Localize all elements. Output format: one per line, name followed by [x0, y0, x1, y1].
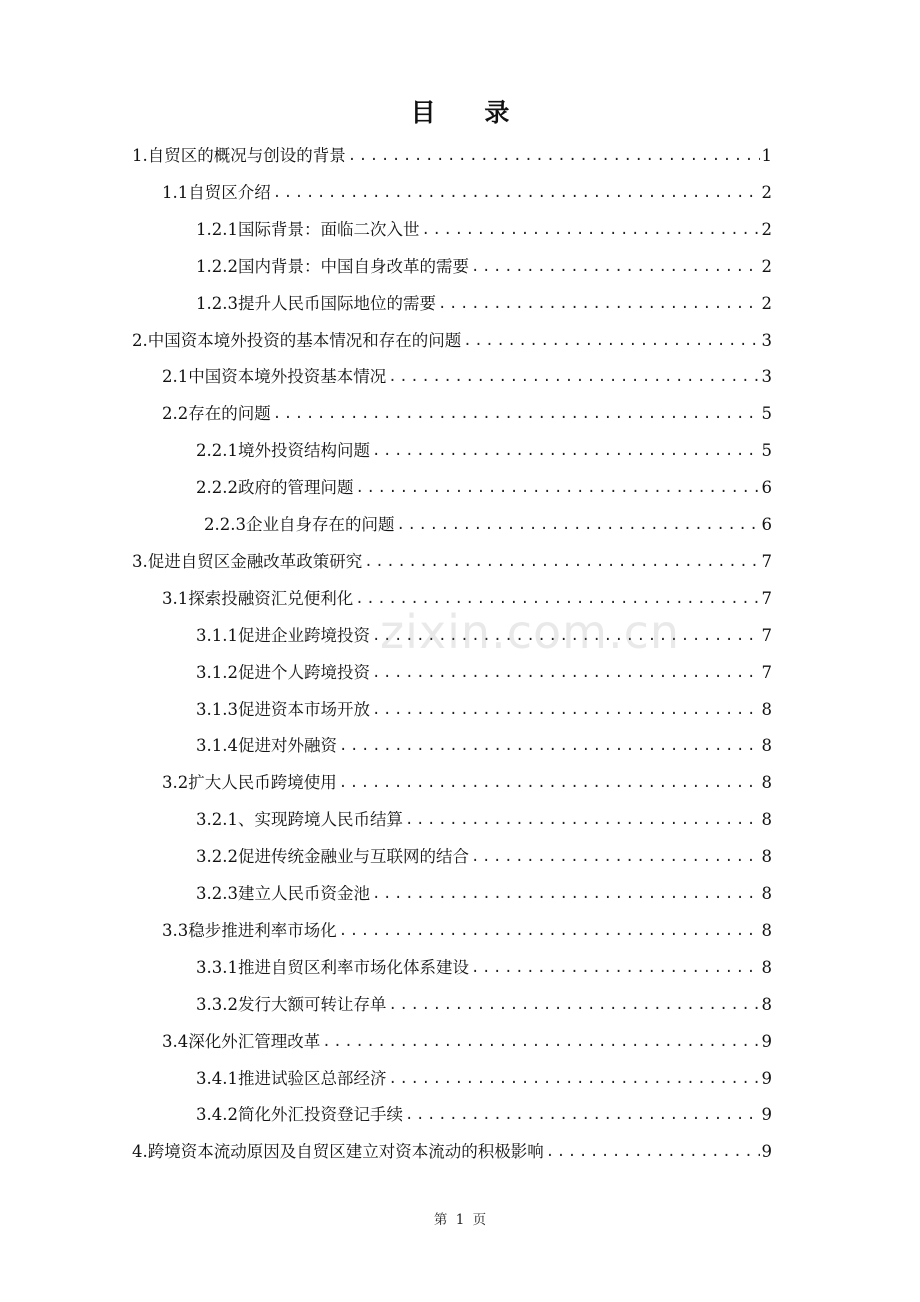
toc-entry[interactable]: [132, 138, 772, 174]
toc-entry-label: 中国资本境外投资的基本情况和存在的问题: [147, 330, 462, 350]
toc-entry-number: 2.2: [162, 404, 189, 424]
toc-dot-leader: [372, 625, 760, 647]
toc-entry[interactable]: [196, 1097, 772, 1133]
toc-dot-leader: [339, 920, 760, 942]
toc-entry-page: 2: [761, 293, 772, 313]
toc-entry-page: 8: [761, 810, 772, 830]
toc-entry[interactable]: [132, 1134, 772, 1170]
toc-entry[interactable]: [162, 765, 772, 801]
toc-entry-number: 1.1: [162, 182, 189, 202]
toc-entry-label: 促进传统金融业与互联网的结合: [237, 847, 469, 867]
toc-entry-label: 国内背景：中国自身改革的需要: [237, 256, 469, 276]
toc-entry-label: 政府的管理问题: [237, 478, 354, 498]
toc-entry[interactable]: [196, 802, 772, 838]
toc-entry-page: 7: [761, 625, 772, 645]
toc-entry-page: 5: [761, 404, 772, 424]
toc-dot-leader: [405, 809, 760, 831]
toc-entry[interactable]: [204, 507, 772, 543]
toc-dot-leader: [421, 219, 759, 241]
toc-entry-label: 推进自贸区利率市场化体系建设: [237, 957, 469, 977]
toc-entry-page: 2: [761, 256, 772, 276]
toc-entry-label: 探索投融资汇兑便利化: [188, 588, 354, 608]
toc-entry-number: 3.2.3: [196, 884, 238, 903]
toc-entry[interactable]: [132, 544, 772, 580]
toc-entry[interactable]: [162, 175, 772, 211]
toc-dot-leader: [463, 330, 759, 352]
toc-entry-label: 简化外汇投资登记手续: [237, 1105, 403, 1125]
toc-dot-leader: [273, 182, 760, 204]
toc-entry-page: 7: [761, 662, 772, 682]
toc-entry-number: 2.2.2: [196, 478, 238, 498]
toc-dot-leader: [372, 662, 760, 684]
toc-entry-label: 促进资本市场开放: [237, 699, 370, 719]
toc-dot-leader: [471, 256, 760, 278]
toc-dot-leader: [322, 1031, 759, 1053]
toc-entry[interactable]: [196, 212, 772, 248]
toc-entry-page: 6: [761, 478, 772, 498]
toc-entry-number: 2.: [132, 330, 148, 350]
toc-entry-number: 4.: [132, 1142, 148, 1162]
toc-entry-label: 稳步推进利率市场化: [188, 920, 337, 940]
footer-prefix: 第: [433, 1212, 448, 1228]
toc-entry-page: 3: [761, 367, 772, 387]
toc-dot-leader: [546, 1141, 760, 1163]
toc-dot-leader: [405, 1104, 760, 1126]
toc-entry[interactable]: [196, 286, 772, 322]
toc-dot-leader: [355, 588, 759, 610]
toc-entry-page: 8: [761, 699, 772, 719]
toc-entry-label: 跨境资本流动原因及自贸区建立对资本流动的积极影响: [147, 1142, 544, 1162]
toc-entry-page: 3: [761, 330, 772, 350]
toc-entry-label: 扩大人民币跨境使用: [188, 773, 337, 793]
toc-entry-number: 3.4.1: [196, 1068, 238, 1088]
toc-entry[interactable]: [162, 1024, 772, 1060]
footer-page-number: 1: [455, 1212, 465, 1228]
toc-entry[interactable]: [162, 913, 772, 949]
toc-entry-number: 3.2.2: [196, 847, 238, 867]
toc-entry[interactable]: [162, 581, 772, 617]
toc-entry-page: 8: [761, 920, 772, 940]
toc-dot-leader: [348, 145, 760, 167]
toc-entry-number: 2.2.1: [196, 441, 238, 461]
page-footer: [0, 1208, 920, 1228]
toc-entry-number: 3.: [132, 551, 148, 571]
toc-entry-page: 8: [761, 994, 772, 1014]
toc-entry-page: 9: [761, 1031, 772, 1051]
toc-dot-leader: [388, 994, 759, 1016]
toc-dot-leader: [388, 1068, 759, 1090]
toc-entry-page: 5: [761, 441, 772, 461]
toc-entry-page: 6: [761, 515, 772, 534]
toc-dot-leader: [372, 440, 760, 462]
toc-entry-label: 中国资本境外投资基本情况: [188, 367, 387, 387]
toc-dot-leader: [372, 883, 760, 905]
toc-entry-number: 3.1.2: [196, 662, 238, 682]
toc-entry-page: 8: [761, 884, 772, 903]
toc-entry-page: 9: [761, 1105, 772, 1125]
toc-dot-leader: [388, 366, 759, 388]
toc-entry-number: 3.3.2: [196, 994, 238, 1014]
toc-entry-number: 2.2.3: [204, 515, 246, 534]
toc-entry-label: 实现跨境人民币结算: [254, 810, 403, 830]
toc-entry-page: 1: [761, 146, 772, 165]
toc-entry-number: 1.2.3: [196, 293, 238, 313]
toc-entry-page: 8: [761, 773, 772, 793]
toc-entry[interactable]: [196, 470, 772, 506]
toc-entry-number: 3.3.1: [196, 957, 238, 977]
toc-entry[interactable]: [196, 249, 772, 285]
toc-entry-page: 2: [761, 182, 772, 202]
toc-entry[interactable]: [196, 433, 772, 469]
toc-entry[interactable]: [196, 655, 772, 691]
toc-entry-number: 3.3: [162, 920, 189, 940]
toc-entry[interactable]: [132, 323, 772, 359]
toc-entry[interactable]: [196, 692, 772, 728]
toc-entry-label: 提升人民币国际地位的需要: [237, 293, 436, 313]
toc-entry-number: 1.2.2: [196, 256, 238, 276]
toc-entry-label: 自贸区的概况与创设的背景: [147, 146, 346, 165]
toc-dot-leader: [339, 735, 760, 757]
toc-entry[interactable]: [162, 396, 772, 432]
toc-entry-number: 3.1.3: [196, 699, 238, 719]
toc-entry-page: 7: [761, 588, 772, 608]
toc-entry[interactable]: [196, 987, 772, 1023]
toc-dot-leader: [364, 551, 759, 573]
toc-dot-leader: [438, 293, 760, 315]
toc-entry-number: 3.2.1、: [196, 810, 255, 830]
toc-dot-leader: [471, 846, 760, 868]
toc-entry-number: 3.1.1: [196, 625, 238, 645]
toc-entry[interactable]: [162, 359, 772, 395]
toc-entry-page: 8: [761, 736, 772, 756]
toc-entry-label: 推进试验区总部经济: [237, 1068, 387, 1088]
toc-entry-label: 促进个人跨境投资: [237, 662, 370, 682]
toc-dot-leader: [372, 699, 760, 721]
toc-dot-leader: [339, 772, 760, 794]
toc-entry-label: 境外投资结构问题: [237, 441, 370, 461]
toc-entry-label: 促进企业跨境投资: [237, 625, 370, 645]
toc-entry-number: 3.1: [162, 588, 189, 608]
toc-entry-number: 1.2.1: [196, 219, 238, 239]
toc-entry-number: 3.4: [162, 1031, 189, 1051]
toc-entry-label: 建立人民币资金池: [237, 884, 370, 903]
toc-entry-page: 9: [761, 1142, 772, 1162]
footer-suffix: 页: [472, 1212, 487, 1228]
toc-entry-label: 深化外汇管理改革: [188, 1031, 321, 1051]
toc-entry-number: 3.2: [162, 773, 189, 793]
toc-entry-label: 国际背景：面临二次入世: [237, 219, 420, 239]
toc-entry-page: 8: [761, 957, 772, 977]
toc-entry[interactable]: [196, 950, 772, 986]
toc-entry-page: 2: [761, 219, 772, 239]
toc-entry[interactable]: [196, 618, 772, 654]
toc-dot-leader: [273, 403, 760, 425]
toc-entry[interactable]: [196, 876, 772, 912]
toc-entry-number: 2.1: [162, 367, 189, 387]
toc-entry-label: 促进对外融资: [237, 736, 337, 756]
toc-entry[interactable]: [196, 728, 772, 764]
toc-entry-label: 存在的问题: [188, 404, 271, 424]
toc-entry-label: 促进自贸区金融改革政策研究: [147, 551, 363, 571]
toc-entry-label: 发行大额可转让存单: [237, 994, 387, 1014]
toc-entry[interactable]: [196, 839, 772, 875]
toc-entry-label: 自贸区介绍: [188, 182, 271, 202]
toc-entry-number: 3.1.4: [196, 736, 238, 756]
toc-dot-leader: [471, 957, 760, 979]
page-title: 目 录: [410, 98, 530, 127]
toc-entry[interactable]: [196, 1061, 772, 1097]
toc-entry-label: 企业自身存在的问题: [245, 515, 395, 534]
toc-dot-leader: [355, 477, 759, 499]
toc-entry-number: 3.4.2: [196, 1105, 238, 1125]
toc-entry-page: 7: [761, 551, 772, 571]
toc-entry-page: 9: [761, 1068, 772, 1088]
watermark: zixin.com.cn: [380, 605, 681, 659]
toc-dot-leader: [396, 514, 759, 536]
toc-entry-number: 1.: [132, 146, 148, 165]
toc-entry-page: 8: [761, 847, 772, 867]
